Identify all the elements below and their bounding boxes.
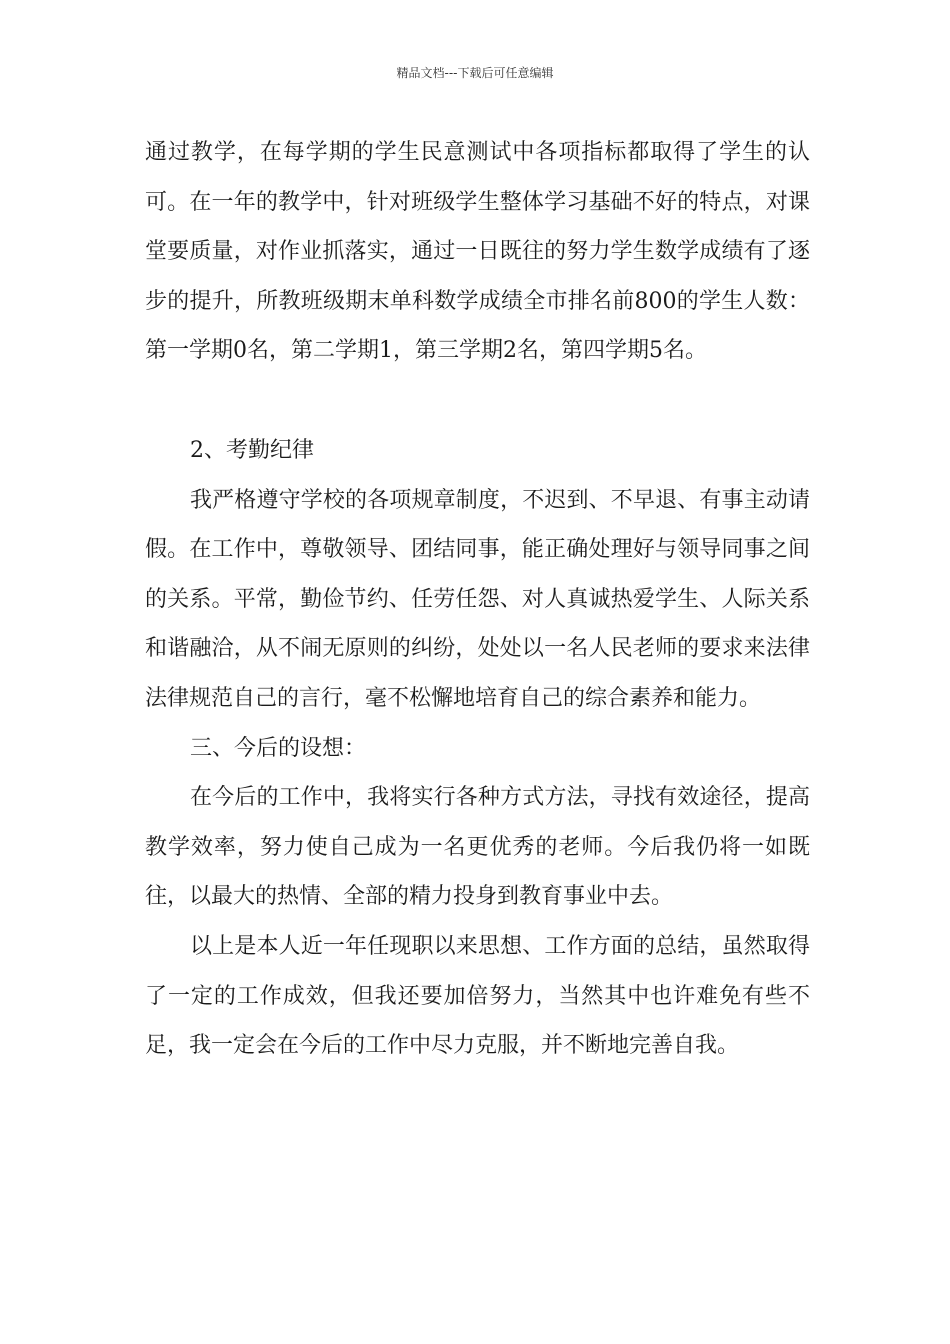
page-header: 精品文档---下载后可任意编辑	[396, 66, 554, 80]
paragraph-spacer	[145, 376, 810, 426]
paragraph-conclusion: 以上是本人近一年任现职以来思想、工作方面的总结，虽然取得了一定的工作成效，但我还要加倍努力，当然其中也许难免有些不足，我一定会在今后的工作中尽力克服，并不断地完善自我。	[145, 933, 810, 1059]
paragraph-teaching-results: 通过教学，在每学期的学生民意测试中各项指标都取得了学生的认可。在一年的教学中，针对班级学生整体学习基础不好的特点，对课堂要质量，对作业抓落实，通过一日既往的努力学生数学成绩有了逐步的提升，所教班级期末单科数学成绩全市排名前800的学生人数：第一学期0名，第二学期1，第三学期2名，第四学期5名。	[145, 140, 810, 364]
document-body	[145, 128, 810, 1071]
paragraph-future-plans: 在今后的工作中，我将实行各种方式方法，寻找有效途径，提高教学效率，努力使自己成为一名更优秀的老师。今后我仍将一如既往，以最大的热情、全部的精力投身到教育事业中去。	[145, 785, 810, 910]
paragraph-attendance: 我严格遵守学校的各项规章制度，不迟到、不早退、有事主动请假。在工作中，尊敬领导、团结同事，能正确处理好与领导同事之间的关系。平常，勤俭节约、任劳任怨、对人真诚热爱学生、人际关系和谐融洽，从不闹无原则的纠纷，处处以一名人民老师的要求来法律法律规范自己的言行，毫不松懈地培育自己的综合素养和能力。	[145, 487, 810, 711]
section-heading-future-plans: 三、今后的设想：	[190, 735, 367, 761]
section-heading-attendance: 2、考勤纪律	[190, 437, 314, 463]
